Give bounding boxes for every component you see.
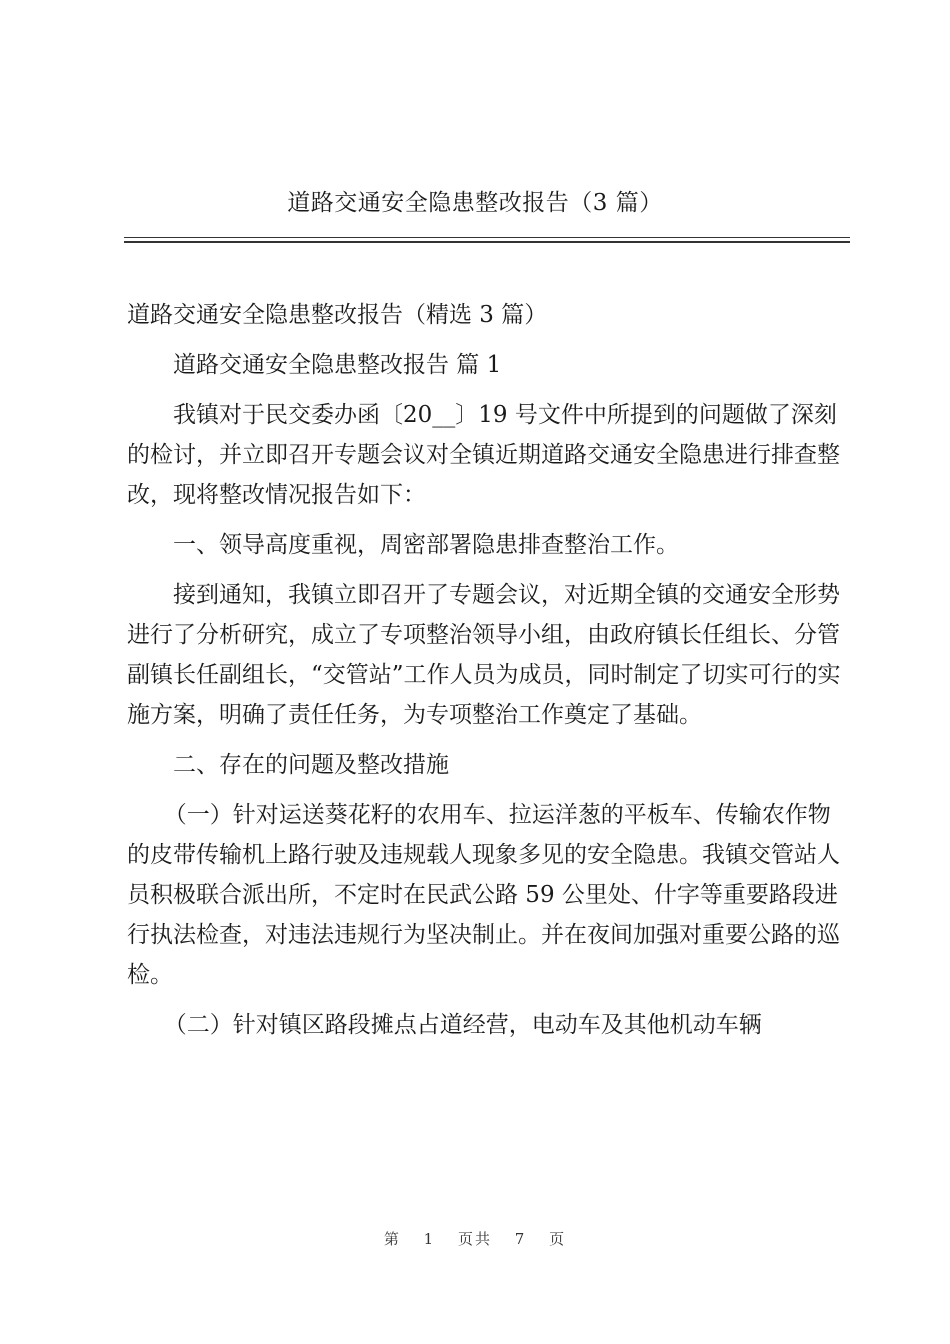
document-header-title: 道路交通安全隐患整改报告（3 篇） xyxy=(287,190,663,216)
header-rule-thick xyxy=(124,241,850,243)
document-body xyxy=(127,295,847,1055)
paragraph: （二）针对镇区路段摊点占道经营，电动车及其他机动车辆 xyxy=(163,1012,762,1038)
footer-middle: 页共 xyxy=(457,1230,492,1248)
paragraph: 我镇对于民交委办函〔20__〕19 号文件中所提到的问题做了深刻的检讨，并立即召开专题会议对全镇近期道路交通安全隐患进行排查整改，现将整改情况报告如下： xyxy=(127,402,840,508)
header-rule-thin xyxy=(124,237,850,238)
footer-total-pages: 7 xyxy=(514,1230,527,1248)
footer-page-number: 1 xyxy=(423,1230,436,1248)
footer-prefix: 第 xyxy=(383,1230,401,1248)
paragraph: 接到通知，我镇立即召开了专题会议，对近期全镇的交通安全形势进行了分析研究，成立了专项整治领导小组，由政府镇长任组长、分管副镇长任副组长，“交管站”工作人员为成员，同时制定了切实可行的实施方案，明确了责任任务，为专项整治工作奠定了基础。 xyxy=(127,582,841,728)
footer-suffix: 页 xyxy=(549,1230,567,1248)
page-footer xyxy=(0,1228,950,1249)
subsection-heading: 一、领导高度重视，周密部署隐患排查整治工作。 xyxy=(173,532,679,558)
subsection-heading: 二、存在的问题及整改措施 xyxy=(173,752,449,778)
paragraph: （一）针对运送葵花籽的农用车、拉运洋葱的平板车、传输农作物的皮带传输机上路行驶及违规载人现象多见的安全隐患。我镇交管站人员积极联合派出所，不定时在民武公路 59 公里处、什字等重要路段进行执法检查，对违法违规行为坚决制止。并在夜间加强对重要公路的巡检。 xyxy=(127,802,840,988)
section-heading: 道路交通安全隐患整改报告 篇 1 xyxy=(173,352,502,378)
document-title: 道路交通安全隐患整改报告（精选 3 篇） xyxy=(127,302,548,328)
